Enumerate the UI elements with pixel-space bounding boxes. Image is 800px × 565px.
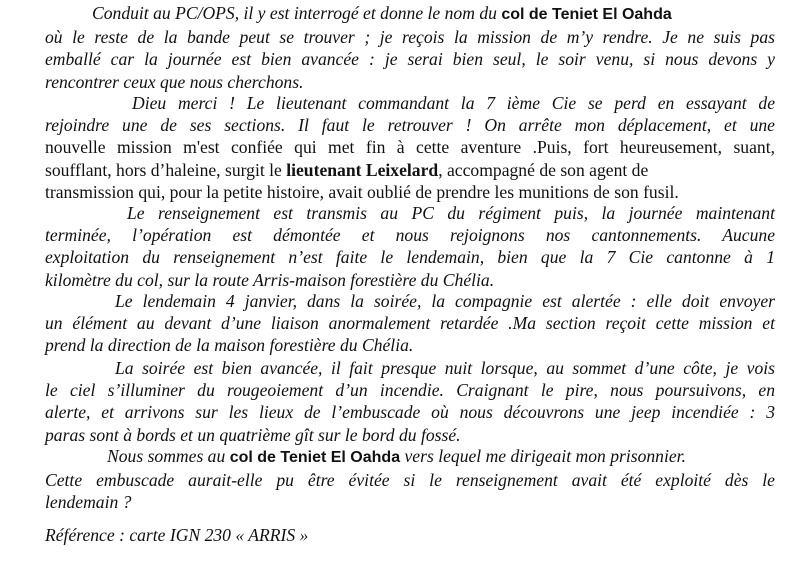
text-line: nouvelle mission m'est confiée qui met fin à cette aventure .Puis, fort heureusement, suant, [45, 137, 775, 158]
paragraph-3 [45, 202, 775, 291]
text-run: soufflant, hors d’haleine, surgit le [45, 159, 287, 180]
text-run: Le lendemain 4 janvier, dans la soirée, la compagnie est alertée : elle doit envoyer [115, 291, 775, 311]
text-line [45, 202, 775, 224]
text-run: Le renseignement est transmis au PC du régiment puis, la journée maintenant [127, 203, 775, 223]
text-run: Nous sommes au [107, 446, 230, 466]
place-name-bold: col de Teniet El Oahda [501, 6, 672, 23]
paragraph-6 [45, 445, 775, 514]
text-run: vers lequel me dirigeait mon prisonnier. [400, 446, 686, 466]
text-line: rejoindre une de ses sections. Il faut le retrouver ! On arrête mon déplacement, et une [45, 115, 775, 136]
map-reference: Référence : carte IGN 230 « ARRIS » [45, 525, 309, 545]
text-line: paras sont à bords et un quatrième gît sur le bord du fossé. [45, 424, 461, 445]
text-line: prend la direction de la maison forestière du Chélia. [45, 335, 414, 356]
text-line: kilomètre du col, sur la route Arris-maison forestière du Chélia. [45, 269, 495, 290]
text-run: , accompagné de son agent de [438, 159, 649, 180]
text-line: rencontrer ceux que nous cherchons. [45, 71, 304, 92]
text-line [45, 357, 775, 379]
person-name-bold: lieutenant Leixelard [286, 159, 439, 180]
text-line: un élément au devant d’une liaison anormalement retardée .Ma section reçoit cette mission et [45, 313, 775, 334]
text-line: transmission qui, pour la petite histoire, avait oublié de prendre les munitions de son fusil. [45, 181, 679, 202]
text-line: alerte, et arrivons sur les lieux de l’embuscade où nous découvrons une jeep incendiée : 3 [45, 402, 775, 423]
text-line: terminée, l’opération est démontée et nous rejoignons nos cantonnements. Aucune [45, 225, 775, 246]
text-line: le ciel s’illuminer du rougeoiement d’un incendie. Craignant le pire, nous poursuivons, en [45, 380, 775, 401]
text-line [45, 159, 775, 181]
text-line [45, 290, 775, 312]
text-line [45, 2, 775, 26]
text-line: emballé car la journée est bien avancée : je serai bien seul, le soir venu, si nous devons y [45, 49, 775, 70]
paragraph-5 [45, 357, 775, 446]
text-run: Dieu merci ! Le lieutenant commandant la 7 ième Cie se perd en essayant de [132, 93, 775, 113]
text-line: Cette embuscade aurait-elle pu être évitée si le renseignement avait été exploité dès le [45, 470, 775, 491]
place-name-bold: col de Teniet El Oahda [229, 449, 401, 466]
text-line: lendemain ? [45, 492, 132, 513]
text-run: La soirée est bien avancée, il fait presque nuit lorsque, au sommet d’une côte, je vois [115, 358, 775, 378]
text-run: Conduit au PC/OPS, il y est interrogé et donne le nom du [92, 3, 502, 23]
paragraph-2 [45, 92, 775, 203]
text-line: où le reste de la bande peut se trouver ; je reçois la mission de m’y rendre. Je ne suis pas [45, 27, 775, 48]
paragraph-4 [45, 290, 775, 357]
text-line [45, 445, 775, 469]
text-line [45, 92, 775, 114]
paragraph-1 [45, 2, 775, 93]
text-line: exploitation du renseignement n’est faite le lendemain, bien que la 7 Cie cantonne à 1 [45, 247, 775, 268]
